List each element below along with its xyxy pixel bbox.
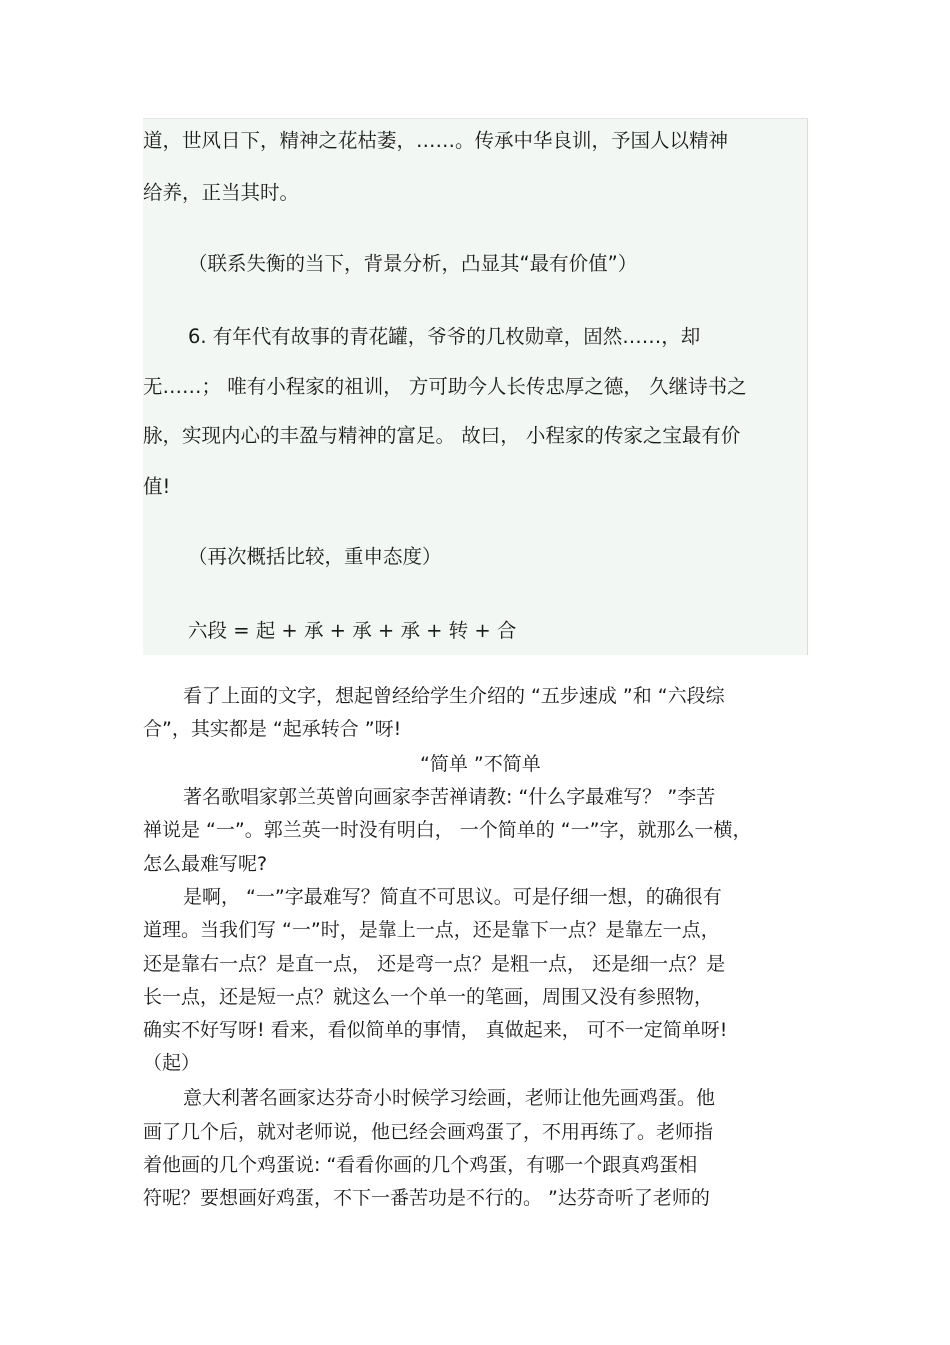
p3-line-2: 画了几个后，就对老师说，他已经会画鸡蛋了，不用再练了。老师指: [143, 1121, 714, 1143]
p2-line-3: 还是靠右一点？是直一点， 还是弯一点？是粗一点， 还是细一点？是: [143, 953, 726, 975]
p1-line-2: 禅说是 “一”。郭兰英一时没有明白， 一个简单的 “一”字，就那么一横，: [143, 819, 752, 841]
boxed-note-1: （联系失衡的当下，背景分析，凸显其“最有价值”）: [188, 252, 638, 275]
p2-line-5: 确实不好写呀! 看来，看似简单的事情， 真做起来， 可不一定简单呀!: [143, 1019, 728, 1041]
point-6-line-3: 脉，实现内心的丰盈与精神的富足。 故曰， 小程家的传家之宝最有价: [143, 424, 741, 447]
boxed-line-2: 给养，正当其时。: [143, 181, 300, 204]
point-6-line-2: 无……； 唯有小程家的祖训， 方可助今人长传忠厚之德， 久继诗书之: [143, 375, 747, 398]
section-title: “简单 ”不简单: [420, 753, 541, 775]
boxed-line-1: 道，世风日下，精神之花枯萎，……。传承中华良训，予国人以精神: [143, 129, 729, 152]
boxed-note-2: （再次概括比较，重申态度）: [188, 545, 442, 568]
point-6-line-4: 值!: [143, 475, 171, 498]
p3-line-4: 符呢？要想画好鸡蛋，不下一番苦功是不行的。 ”达芬奇听了老师的: [143, 1187, 710, 1209]
p2-line-6: （起）: [143, 1052, 201, 1074]
p2-line-2: 道理。当我们写 “一”时，是靠上一点，还是靠下一点？是靠左一点，: [143, 919, 720, 941]
p1-line-3: 怎么最难写呢?: [143, 853, 268, 875]
p3-line-3: 着他画的几个鸡蛋说: “看看你画的几个鸡蛋，有哪一个跟真鸡蛋相: [143, 1154, 698, 1176]
p1-line-1: 著名歌唱家郭兰英曾向画家李苦禅请教: “什么字最难写？ ”李苦: [183, 786, 716, 808]
intro-line-2: 合”，其实都是 “起承转合 ”呀!: [143, 718, 402, 740]
point-6-line-1: 6. 有年代有故事的青花罐，爷爷的几枚勋章，固然……，却: [188, 325, 701, 348]
p3-line-1: 意大利著名画家达芬奇小时候学习绘画，老师让他先画鸡蛋。他: [183, 1087, 716, 1109]
p2-line-4: 长一点，还是短一点？就这么一个单一的笔画，周围又没有参照物，: [143, 986, 714, 1008]
six-part-formula: 六段 = 起 + 承 + 承 + 承 + 转 + 合: [188, 619, 517, 642]
intro-line-1: 看了上面的文字，想起曾经给学生介绍的 “五步速成 ”和 “六段综: [183, 685, 725, 707]
p2-line-1: 是啊， “一”字最难写？简直不可思议。可是仔细一想，的确很有: [183, 886, 722, 908]
